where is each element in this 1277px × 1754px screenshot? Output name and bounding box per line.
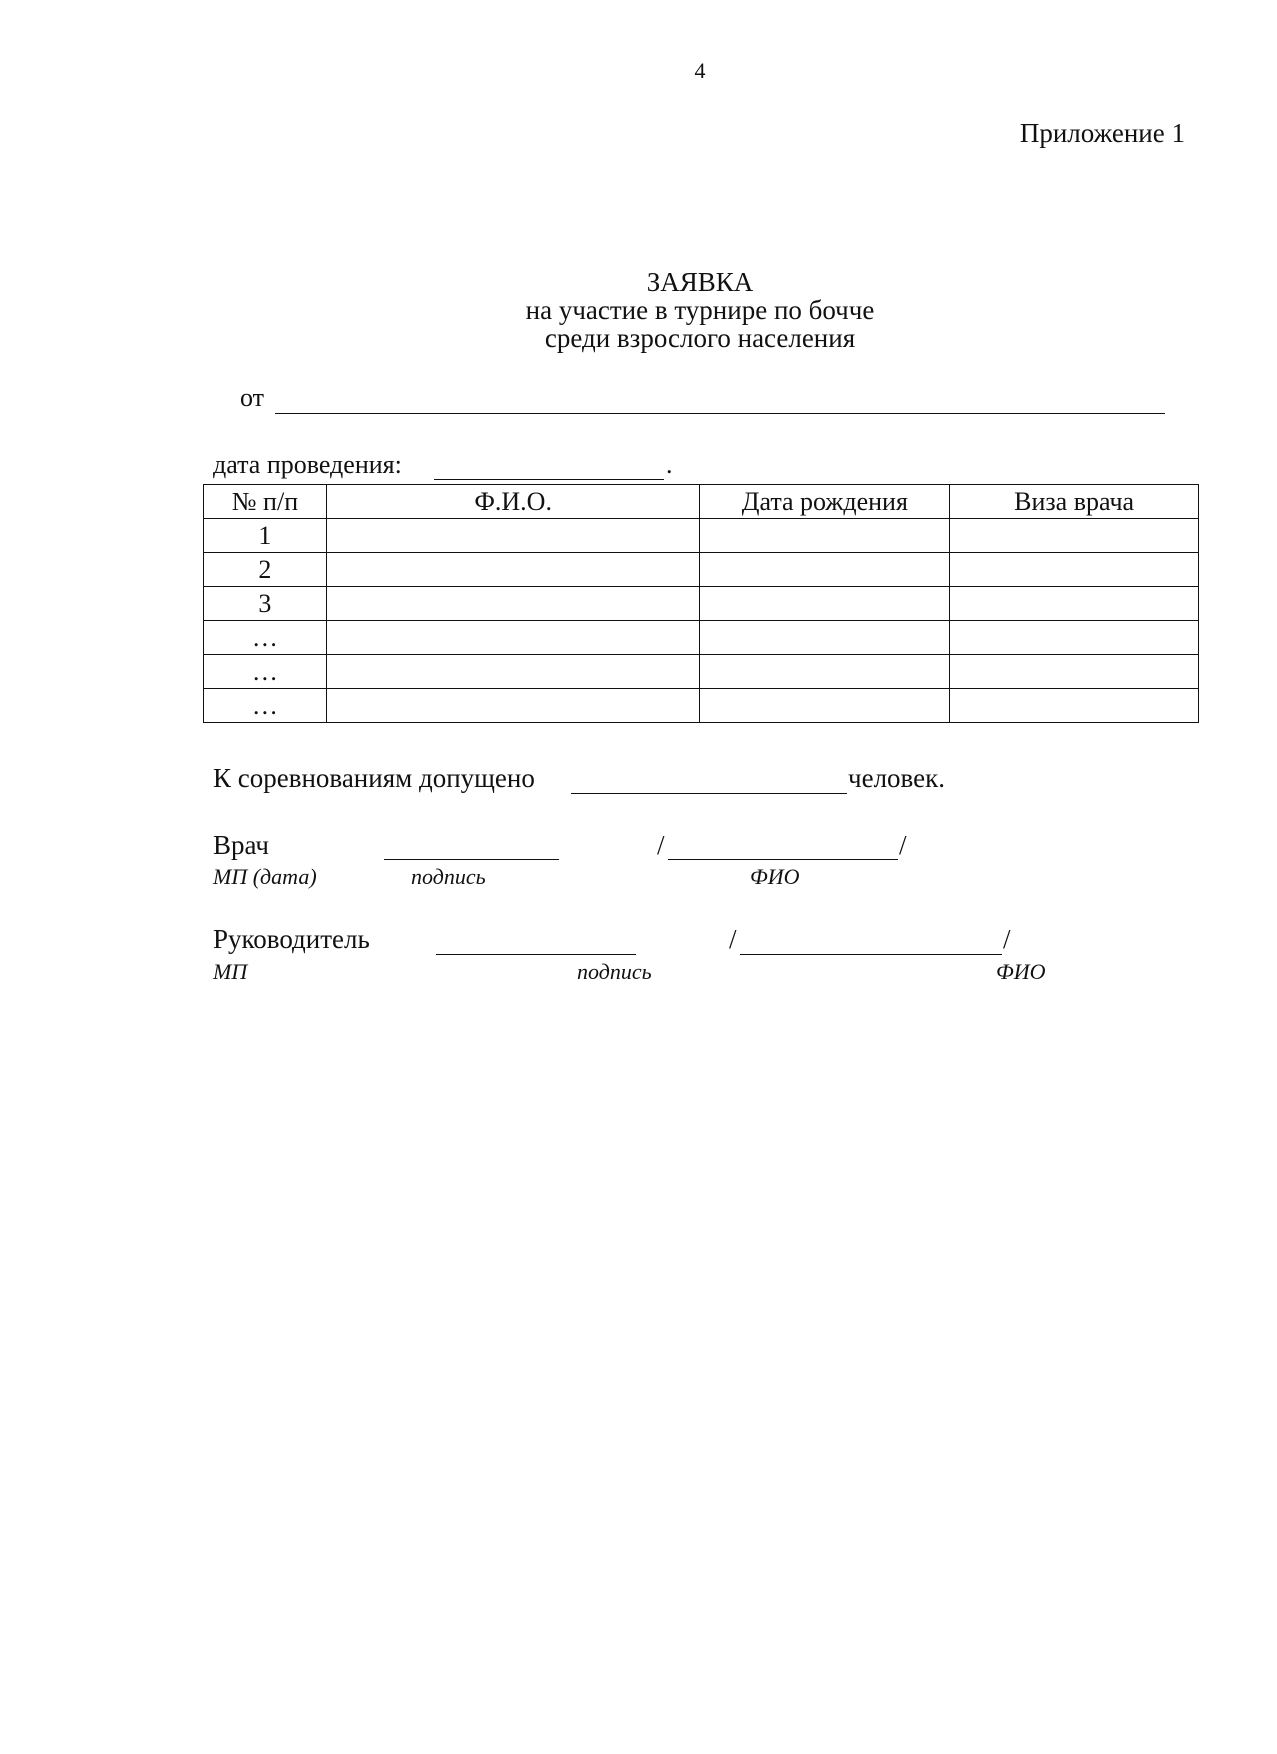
date-field-line[interactable] [434,479,664,480]
doctor-visa-cell[interactable] [950,621,1199,655]
row-number: … [204,621,327,655]
birthdate-cell[interactable] [700,689,950,723]
head-name-line[interactable] [740,954,1002,955]
head-stamp-caption: МП [213,959,248,984]
table-row [204,689,1199,723]
birthdate-cell[interactable] [700,519,950,553]
head-signature-line[interactable] [436,954,636,955]
fullname-cell[interactable] [326,621,700,655]
from-field-line[interactable] [275,413,1165,414]
from-label: от [240,383,265,412]
participants-table [203,484,1199,723]
admitted-label: К соревнованиям допущено [213,763,535,793]
row-number: … [204,655,327,689]
table-row [204,587,1199,621]
admitted-count-line[interactable] [571,793,847,794]
head-label: Руководитель [213,924,370,954]
birthdate-cell[interactable] [700,655,950,689]
title-line-1: ЗАЯВКА [646,267,754,297]
head-slash-left: / [729,924,737,954]
birthdate-cell[interactable] [700,553,950,587]
doctor-label: Врач [213,830,269,860]
doctor-visa-cell[interactable] [950,519,1199,553]
row-number: 1 [204,519,327,553]
date-dot: . [666,450,673,479]
admitted-suffix: человек. [848,763,945,793]
title-line-2: на участие в турнире по бочче [525,295,875,325]
document-title [0,268,1277,352]
title-line-3: среди взрослого населения [544,323,856,353]
table-row [204,655,1199,689]
header-birthdate: Дата рождения [700,485,950,519]
head-name-caption: ФИО [996,959,1046,984]
table-header-row [204,485,1199,519]
appendix-label: Приложение 1 [1019,118,1185,148]
header-doctor-visa: Виза врача [950,485,1199,519]
doctor-signature-caption: подпись [411,864,486,889]
doctor-visa-cell[interactable] [950,655,1199,689]
header-number: № п/п [204,485,327,519]
doctor-slash-right: / [899,830,907,860]
doctor-slash-left: / [657,830,665,860]
head-signature-caption: подпись [577,959,652,984]
header-fullname: Ф.И.О. [326,485,700,519]
table-row [204,553,1199,587]
row-number: 2 [204,553,327,587]
birthdate-cell[interactable] [700,621,950,655]
fullname-cell[interactable] [326,519,700,553]
birthdate-cell[interactable] [700,587,950,621]
fullname-cell[interactable] [326,655,700,689]
head-slash-right: / [1003,924,1011,954]
fullname-cell[interactable] [326,689,700,723]
fullname-cell[interactable] [326,553,700,587]
doctor-signature-line[interactable] [384,859,559,860]
row-number: 3 [204,587,327,621]
doctor-visa-cell[interactable] [950,553,1199,587]
row-number: … [204,689,327,723]
page-number: 4 [694,58,706,83]
doctor-name-caption: ФИО [750,864,800,889]
doctor-name-line[interactable] [668,859,898,860]
table-row [204,519,1199,553]
table-row [204,621,1199,655]
doctor-stamp-caption: МП (дата) [213,864,317,889]
doctor-visa-cell[interactable] [950,689,1199,723]
fullname-cell[interactable] [326,587,700,621]
doctor-visa-cell[interactable] [950,587,1199,621]
date-label: дата проведения: [213,450,402,479]
